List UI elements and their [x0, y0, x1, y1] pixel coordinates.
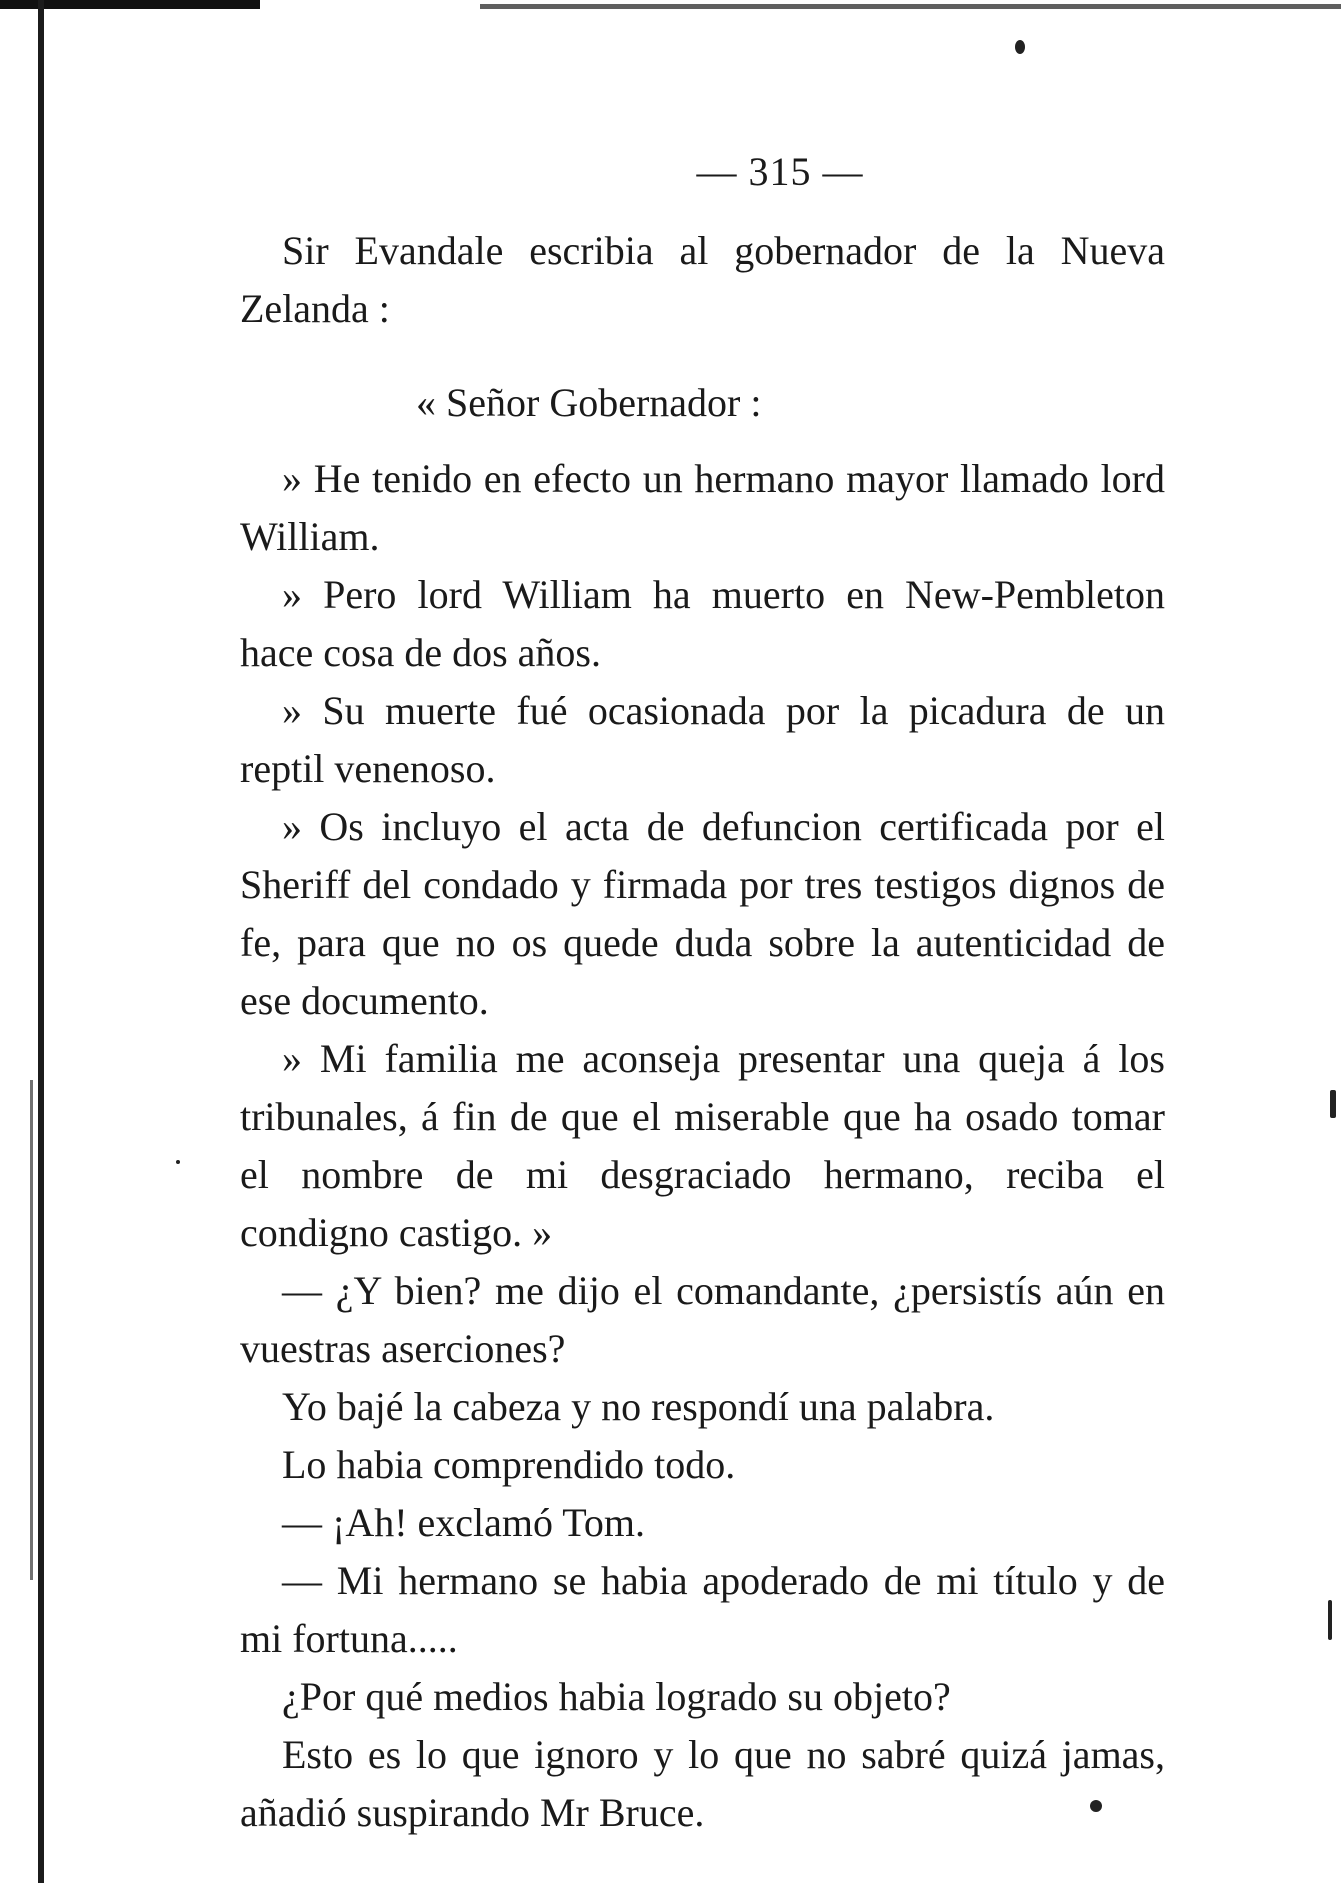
paragraph: » Os incluyo el acta de defuncion certificada por el Sheriff del condado y firmada por tres testigos dignos de fe, para que no os quede duda sobre la autenticidad de ese documento.: [240, 804, 1165, 1023]
paragraph: — ¿Y bien? me dijo el comandante, ¿persistís aún en vuestras aserciones?: [240, 1268, 1165, 1371]
scan-left-edge-secondary: [30, 1080, 33, 1580]
scan-left-edge: [38, 0, 44, 1883]
paragraph: » Mi familia me aconseja presentar una queja á los tribunales, á fin de que el miserable que ha osado tomar el nombre de mi desgraciado hermano, reciba el condigno castigo. »: [240, 1036, 1165, 1255]
paragraph: — Mi hermano se habia apoderado de mi título y de mi fortuna.....: [240, 1558, 1165, 1661]
scan-speck: [1330, 1090, 1336, 1118]
page-number: — 315 —: [696, 149, 864, 194]
letter-salutation: « Señor Gobernador :: [416, 380, 762, 425]
scan-speck: [1015, 40, 1025, 54]
paragraph: Yo bajé la cabeza y no respondí una palabra.: [282, 1384, 995, 1429]
paragraph: Sir Evandale escribia al gobernador de la Nueva Zelanda :: [240, 228, 1165, 331]
paragraph: » Pero lord William ha muerto en New-Pembleton hace cosa de dos años.: [240, 572, 1165, 675]
paragraph: Esto es lo que ignoro y lo que no sabré quizá jamas, añadió suspirando Mr Bruce.: [240, 1732, 1165, 1835]
scan-speck: [176, 1160, 180, 1164]
paragraph: ¿Por qué medios habia logrado su objeto?: [282, 1674, 951, 1719]
paragraph: — ¡Ah! exclamó Tom.: [282, 1500, 646, 1545]
body-text: [240, 222, 1165, 1842]
scan-speck: [1328, 1600, 1332, 1640]
paragraph: » He tenido en efecto un hermano mayor llamado lord William.: [240, 456, 1165, 559]
scan-top-edge: [0, 0, 1341, 12]
scan-edge-mark-right: [480, 4, 1341, 9]
paragraph: Lo habia comprendido todo.: [282, 1442, 736, 1487]
paragraph: » Su muerte fué ocasionada por la picadura de un reptil venenoso.: [240, 688, 1165, 791]
